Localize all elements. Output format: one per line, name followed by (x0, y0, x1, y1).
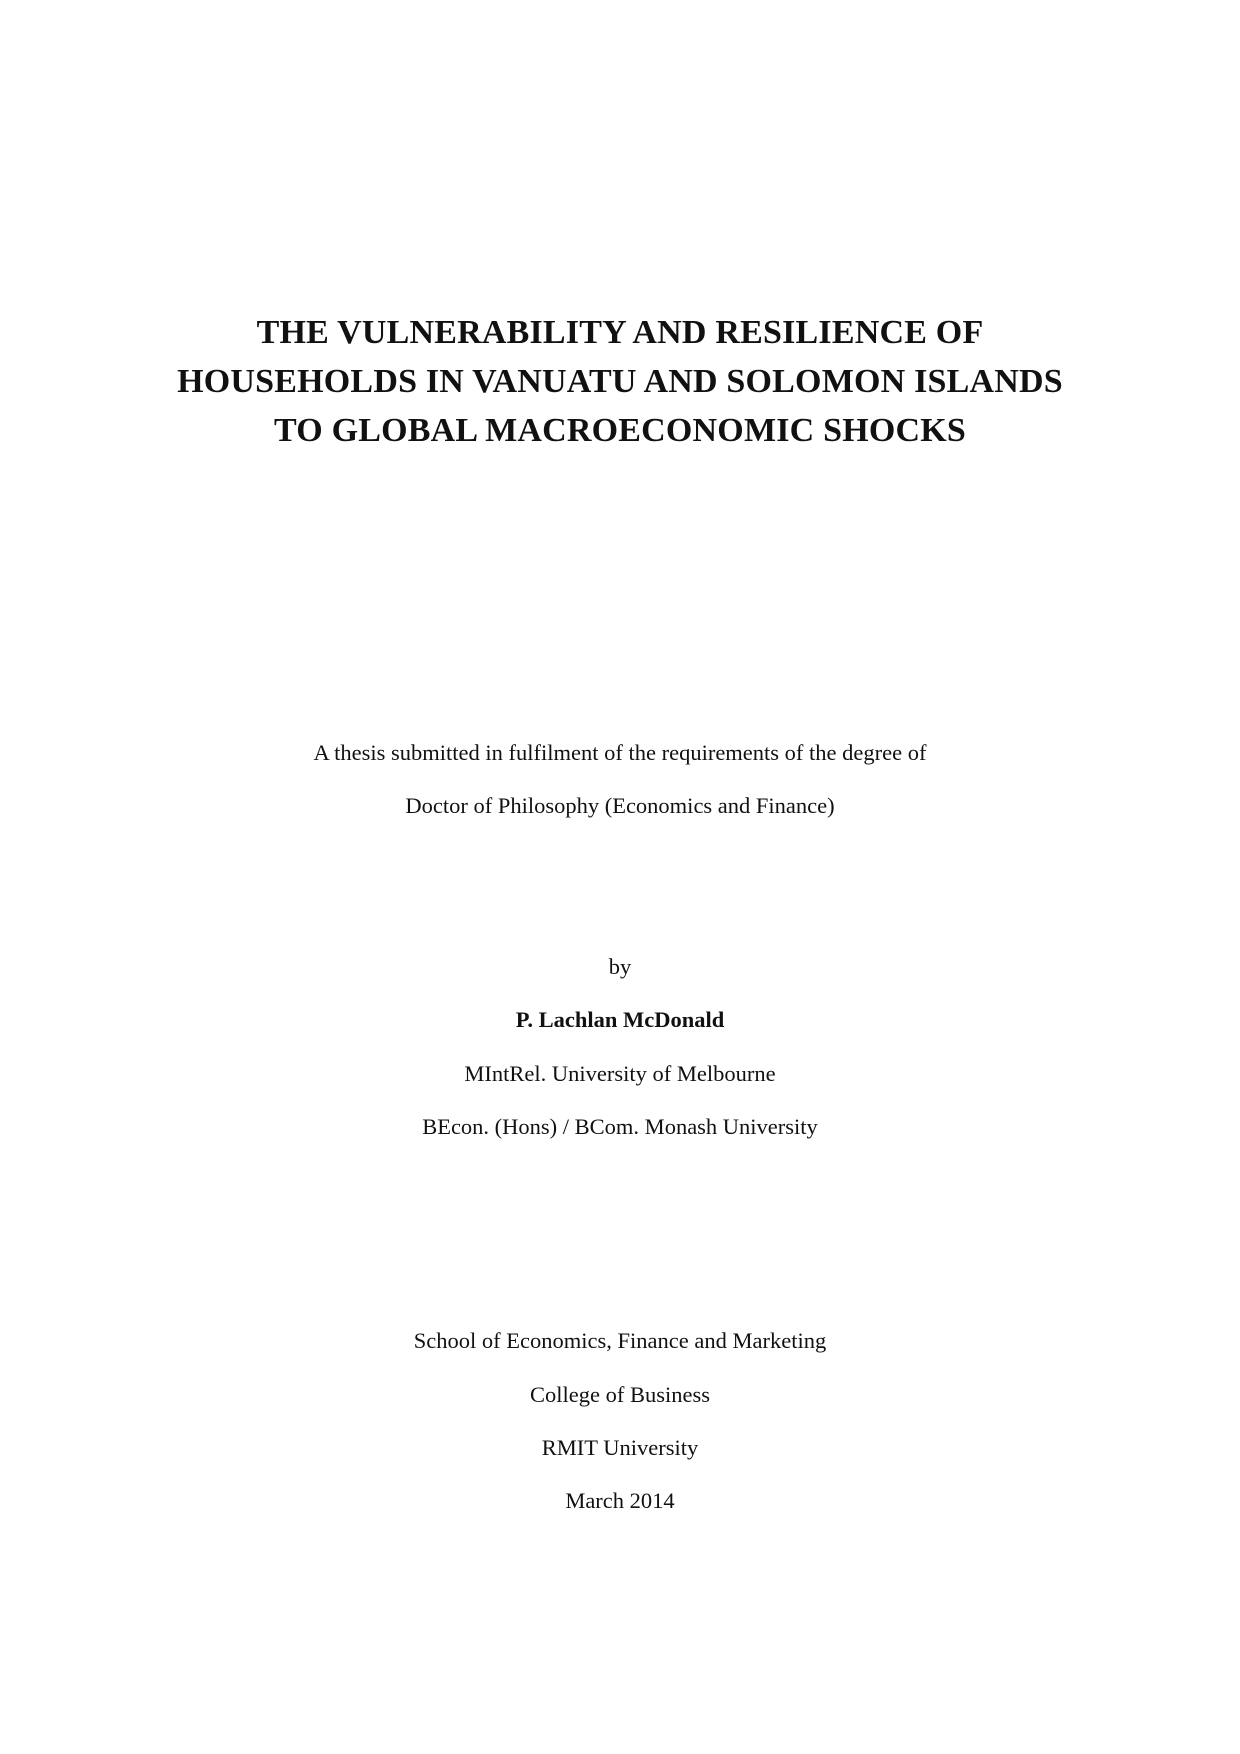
college-name: College of Business (530, 1382, 710, 1407)
title-line-3: TO GLOBAL MACROECONOMIC SHOCKS (273, 412, 967, 449)
school-name: School of Economics, Finance and Marketing (413, 1328, 827, 1353)
by-label: by (608, 954, 632, 979)
university-name: RMIT University (541, 1435, 699, 1460)
qualification-1: MIntRel. University of Melbourne (464, 1061, 776, 1086)
submission-date: March 2014 (565, 1488, 675, 1513)
title-line-1: THE VULNERABILITY AND RESILIENCE OF (256, 314, 984, 351)
submission-statement: A thesis submitted in fulfilment of the requirements of the degree of (313, 740, 927, 765)
author-name: P. Lachlan McDonald (515, 1007, 725, 1032)
qualification-2: BEcon. (Hons) / BCom. Monash University (422, 1114, 818, 1139)
degree-name: Doctor of Philosophy (Economics and Finance) (405, 793, 835, 818)
thesis-title (0, 308, 1240, 455)
title-line-2: HOUSEHOLDS IN VANUATU AND SOLOMON ISLANDS (177, 363, 1063, 400)
